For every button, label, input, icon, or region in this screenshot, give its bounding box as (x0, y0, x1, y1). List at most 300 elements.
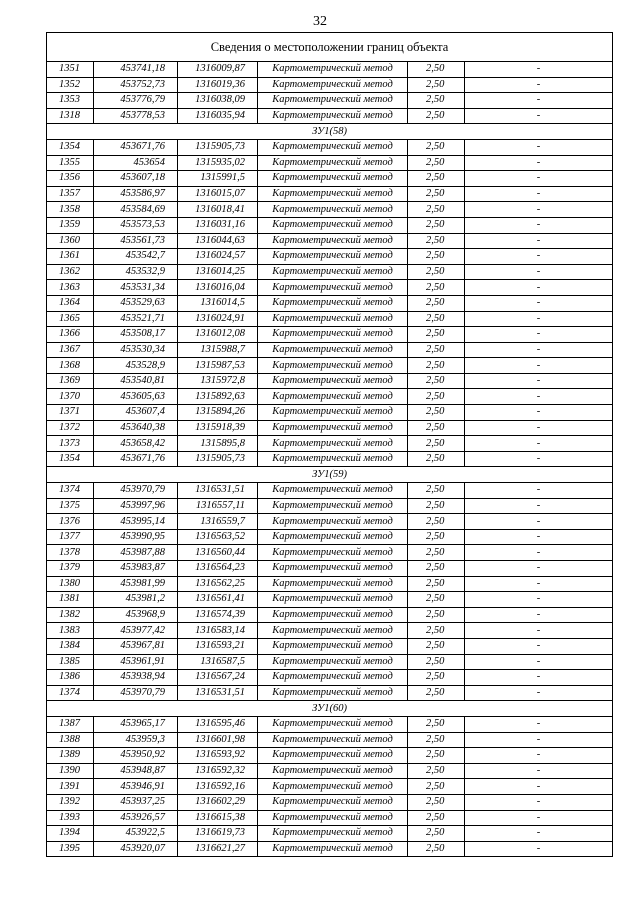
description-cell: - (465, 623, 613, 639)
method-cell: Картометрический метод (258, 841, 408, 857)
method-cell: Картометрический метод (258, 794, 408, 810)
method-cell: Картометрический метод (258, 93, 408, 109)
method-cell: Картометрический метод (258, 779, 408, 795)
y-coordinate-cell: 1316562,25 (178, 576, 258, 592)
y-coordinate-cell: 1316592,32 (178, 763, 258, 779)
description-cell: - (465, 62, 613, 78)
y-coordinate-cell: 1316015,07 (178, 186, 258, 202)
y-coordinate-cell: 1316601,98 (178, 732, 258, 748)
point-id-cell: 1318 (47, 108, 94, 124)
y-coordinate-cell: 1316009,87 (178, 62, 258, 78)
description-cell: - (465, 794, 613, 810)
point-id-cell: 1363 (47, 280, 94, 296)
x-coordinate-cell: 453970,79 (94, 483, 178, 499)
point-id-cell: 1364 (47, 295, 94, 311)
description-cell: - (465, 545, 613, 561)
description-cell: - (465, 638, 613, 654)
point-id-cell: 1382 (47, 607, 94, 623)
method-cell: Картометрический метод (258, 638, 408, 654)
table-row (47, 420, 613, 436)
accuracy-cell: 2,50 (408, 685, 465, 701)
x-coordinate-cell: 453937,25 (94, 794, 178, 810)
point-id-cell: 1359 (47, 217, 94, 233)
point-id-cell: 1379 (47, 561, 94, 577)
description-cell: - (465, 732, 613, 748)
point-id-cell: 1393 (47, 810, 94, 826)
y-coordinate-cell: 1316593,21 (178, 638, 258, 654)
y-coordinate-cell: 1316531,51 (178, 685, 258, 701)
accuracy-cell: 2,50 (408, 716, 465, 732)
method-cell: Картометрический метод (258, 826, 408, 842)
table-row (47, 545, 613, 561)
coordinates-table (46, 32, 613, 857)
y-coordinate-cell: 1316557,11 (178, 498, 258, 514)
table-row (47, 389, 613, 405)
y-coordinate-cell: 1315905,73 (178, 451, 258, 467)
accuracy-cell: 2,50 (408, 358, 465, 374)
method-cell: Картометрический метод (258, 483, 408, 499)
description-cell: - (465, 233, 613, 249)
table-row (47, 576, 613, 592)
table-row (47, 514, 613, 530)
point-id-cell: 1351 (47, 62, 94, 78)
x-coordinate-cell: 453997,96 (94, 498, 178, 514)
x-coordinate-cell: 453948,87 (94, 763, 178, 779)
method-cell: Картометрический метод (258, 186, 408, 202)
y-coordinate-cell: 1315894,26 (178, 405, 258, 421)
y-coordinate-cell: 1316615,38 (178, 810, 258, 826)
method-cell: Картометрический метод (258, 171, 408, 187)
description-cell: - (465, 763, 613, 779)
point-id-cell: 1352 (47, 77, 94, 93)
point-id-cell: 1366 (47, 327, 94, 343)
accuracy-cell: 2,50 (408, 623, 465, 639)
accuracy-cell: 2,50 (408, 389, 465, 405)
x-coordinate-cell: 453965,17 (94, 716, 178, 732)
description-cell: - (465, 295, 613, 311)
y-coordinate-cell: 1315991,5 (178, 171, 258, 187)
method-cell: Картометрический метод (258, 62, 408, 78)
point-id-cell: 1374 (47, 483, 94, 499)
accuracy-cell: 2,50 (408, 280, 465, 296)
accuracy-cell: 2,50 (408, 732, 465, 748)
x-coordinate-cell: 453981,99 (94, 576, 178, 592)
y-coordinate-cell: 1316583,14 (178, 623, 258, 639)
x-coordinate-cell: 453926,57 (94, 810, 178, 826)
method-cell: Картометрический метод (258, 108, 408, 124)
description-cell: - (465, 405, 613, 421)
accuracy-cell: 2,50 (408, 108, 465, 124)
method-cell: Картометрический метод (258, 810, 408, 826)
method-cell: Картометрический метод (258, 748, 408, 764)
description-cell: - (465, 576, 613, 592)
description-cell: - (465, 826, 613, 842)
point-id-cell: 1357 (47, 186, 94, 202)
description-cell: - (465, 748, 613, 764)
description-cell: - (465, 217, 613, 233)
accuracy-cell: 2,50 (408, 155, 465, 171)
accuracy-cell: 2,50 (408, 451, 465, 467)
table-row (47, 327, 613, 343)
section-header-row (47, 124, 613, 140)
method-cell: Картометрический метод (258, 358, 408, 374)
section-header-row (47, 701, 613, 717)
description-cell: - (465, 654, 613, 670)
y-coordinate-cell: 1316560,44 (178, 545, 258, 561)
point-id-cell: 1392 (47, 794, 94, 810)
table-row (47, 264, 613, 280)
table-row (47, 342, 613, 358)
description-cell: - (465, 607, 613, 623)
point-id-cell: 1388 (47, 732, 94, 748)
accuracy-cell: 2,50 (408, 561, 465, 577)
method-cell: Картометрический метод (258, 451, 408, 467)
x-coordinate-cell: 453776,79 (94, 93, 178, 109)
point-id-cell: 1371 (47, 405, 94, 421)
method-cell: Картометрический метод (258, 763, 408, 779)
point-id-cell: 1384 (47, 638, 94, 654)
x-coordinate-cell: 453521,71 (94, 311, 178, 327)
table-row (47, 841, 613, 857)
method-cell: Картометрический метод (258, 373, 408, 389)
description-cell: - (465, 498, 613, 514)
x-coordinate-cell: 453658,42 (94, 436, 178, 452)
table-row (47, 779, 613, 795)
table-row (47, 93, 613, 109)
table-row (47, 373, 613, 389)
x-coordinate-cell: 453752,73 (94, 77, 178, 93)
y-coordinate-cell: 1316019,36 (178, 77, 258, 93)
y-coordinate-cell: 1315892,63 (178, 389, 258, 405)
accuracy-cell: 2,50 (408, 217, 465, 233)
y-coordinate-cell: 1315895,8 (178, 436, 258, 452)
point-id-cell: 1374 (47, 685, 94, 701)
method-cell: Картометрический метод (258, 342, 408, 358)
method-cell: Картометрический метод (258, 264, 408, 280)
x-coordinate-cell: 453778,53 (94, 108, 178, 124)
accuracy-cell: 2,50 (408, 202, 465, 218)
x-coordinate-cell: 453977,42 (94, 623, 178, 639)
x-coordinate-cell: 453981,2 (94, 592, 178, 608)
method-cell: Картометрический метод (258, 716, 408, 732)
accuracy-cell: 2,50 (408, 779, 465, 795)
method-cell: Картометрический метод (258, 77, 408, 93)
accuracy-cell: 2,50 (408, 373, 465, 389)
description-cell: - (465, 389, 613, 405)
table-row (47, 217, 613, 233)
y-coordinate-cell: 1316018,41 (178, 202, 258, 218)
accuracy-cell: 2,50 (408, 592, 465, 608)
table-row (47, 280, 613, 296)
y-coordinate-cell: 1316012,08 (178, 327, 258, 343)
y-coordinate-cell: 1316531,51 (178, 483, 258, 499)
x-coordinate-cell: 453542,7 (94, 249, 178, 265)
y-coordinate-cell: 1316621,27 (178, 841, 258, 857)
x-coordinate-cell: 453987,88 (94, 545, 178, 561)
y-coordinate-cell: 1316035,94 (178, 108, 258, 124)
method-cell: Картометрический метод (258, 155, 408, 171)
accuracy-cell: 2,50 (408, 748, 465, 764)
x-coordinate-cell: 453950,92 (94, 748, 178, 764)
point-id-cell: 1376 (47, 514, 94, 530)
accuracy-cell: 2,50 (408, 529, 465, 545)
method-cell: Картометрический метод (258, 670, 408, 686)
table-row (47, 810, 613, 826)
description-cell: - (465, 779, 613, 795)
table-row (47, 638, 613, 654)
point-id-cell: 1386 (47, 670, 94, 686)
method-cell: Картометрический метод (258, 685, 408, 701)
description-cell: - (465, 514, 613, 530)
description-cell: - (465, 841, 613, 857)
x-coordinate-cell: 453529,63 (94, 295, 178, 311)
y-coordinate-cell: 1316563,52 (178, 529, 258, 545)
y-coordinate-cell: 1316559,7 (178, 514, 258, 530)
point-id-cell: 1385 (47, 654, 94, 670)
point-id-cell: 1367 (47, 342, 94, 358)
section-label: ЗУ1(60) (47, 701, 613, 717)
description-cell: - (465, 592, 613, 608)
accuracy-cell: 2,50 (408, 249, 465, 265)
description-cell: - (465, 280, 613, 296)
method-cell: Картометрический метод (258, 280, 408, 296)
point-id-cell: 1361 (47, 249, 94, 265)
table-row (47, 171, 613, 187)
point-id-cell: 1395 (47, 841, 94, 857)
accuracy-cell: 2,50 (408, 654, 465, 670)
y-coordinate-cell: 1315918,39 (178, 420, 258, 436)
accuracy-cell: 2,50 (408, 327, 465, 343)
description-cell: - (465, 670, 613, 686)
table-row (47, 592, 613, 608)
description-cell: - (465, 186, 613, 202)
description-cell: - (465, 108, 613, 124)
table-row (47, 623, 613, 639)
point-id-cell: 1377 (47, 529, 94, 545)
accuracy-cell: 2,50 (408, 93, 465, 109)
x-coordinate-cell: 453995,14 (94, 514, 178, 530)
method-cell: Картометрический метод (258, 623, 408, 639)
y-coordinate-cell: 1316044,63 (178, 233, 258, 249)
point-id-cell: 1390 (47, 763, 94, 779)
method-cell: Картометрический метод (258, 249, 408, 265)
accuracy-cell: 2,50 (408, 483, 465, 499)
y-coordinate-cell: 1316016,04 (178, 280, 258, 296)
table-row (47, 794, 613, 810)
point-id-cell: 1372 (47, 420, 94, 436)
method-cell: Картометрический метод (258, 389, 408, 405)
table-row (47, 529, 613, 545)
description-cell: - (465, 420, 613, 436)
accuracy-cell: 2,50 (408, 171, 465, 187)
accuracy-cell: 2,50 (408, 638, 465, 654)
section-label: ЗУ1(59) (47, 467, 613, 483)
point-id-cell: 1373 (47, 436, 94, 452)
x-coordinate-cell: 453584,69 (94, 202, 178, 218)
point-id-cell: 1369 (47, 373, 94, 389)
method-cell: Картометрический метод (258, 654, 408, 670)
point-id-cell: 1365 (47, 311, 94, 327)
x-coordinate-cell: 453586,97 (94, 186, 178, 202)
method-cell: Картометрический метод (258, 311, 408, 327)
x-coordinate-cell: 453508,17 (94, 327, 178, 343)
y-coordinate-cell: 1316592,16 (178, 779, 258, 795)
table-row (47, 77, 613, 93)
table-row (47, 405, 613, 421)
point-id-cell: 1355 (47, 155, 94, 171)
accuracy-cell: 2,50 (408, 186, 465, 202)
y-coordinate-cell: 1316574,39 (178, 607, 258, 623)
description-cell: - (465, 77, 613, 93)
y-coordinate-cell: 1316031,16 (178, 217, 258, 233)
y-coordinate-cell: 1315905,73 (178, 139, 258, 155)
table-row (47, 202, 613, 218)
accuracy-cell: 2,50 (408, 576, 465, 592)
accuracy-cell: 2,50 (408, 498, 465, 514)
method-cell: Картометрический метод (258, 545, 408, 561)
x-coordinate-cell: 453532,9 (94, 264, 178, 280)
method-cell: Картометрический метод (258, 576, 408, 592)
description-cell: - (465, 685, 613, 701)
table-row (47, 763, 613, 779)
description-cell: - (465, 311, 613, 327)
y-coordinate-cell: 1315972,8 (178, 373, 258, 389)
point-id-cell: 1378 (47, 545, 94, 561)
method-cell: Картометрический метод (258, 514, 408, 530)
method-cell: Картометрический метод (258, 561, 408, 577)
x-coordinate-cell: 453671,76 (94, 139, 178, 155)
method-cell: Картометрический метод (258, 436, 408, 452)
point-id-cell: 1356 (47, 171, 94, 187)
x-coordinate-cell: 453922,5 (94, 826, 178, 842)
description-cell: - (465, 327, 613, 343)
table-title-row (47, 33, 613, 62)
description-cell: - (465, 342, 613, 358)
table-row (47, 498, 613, 514)
method-cell: Картометрический метод (258, 202, 408, 218)
table-row (47, 108, 613, 124)
accuracy-cell: 2,50 (408, 545, 465, 561)
table-row (47, 826, 613, 842)
x-coordinate-cell: 453983,87 (94, 561, 178, 577)
method-cell: Картометрический метод (258, 498, 408, 514)
point-id-cell: 1358 (47, 202, 94, 218)
x-coordinate-cell: 453530,34 (94, 342, 178, 358)
method-cell: Картометрический метод (258, 217, 408, 233)
x-coordinate-cell: 453561,73 (94, 233, 178, 249)
table-title: Сведения о местоположении границ объекта (47, 33, 613, 62)
method-cell: Картометрический метод (258, 592, 408, 608)
method-cell: Картометрический метод (258, 327, 408, 343)
description-cell: - (465, 249, 613, 265)
y-coordinate-cell: 1316014,5 (178, 295, 258, 311)
accuracy-cell: 2,50 (408, 233, 465, 249)
x-coordinate-cell: 453920,07 (94, 841, 178, 857)
method-cell: Картометрический метод (258, 420, 408, 436)
description-cell: - (465, 93, 613, 109)
accuracy-cell: 2,50 (408, 405, 465, 421)
accuracy-cell: 2,50 (408, 841, 465, 857)
x-coordinate-cell: 453959,3 (94, 732, 178, 748)
description-cell: - (465, 264, 613, 280)
method-cell: Картометрический метод (258, 529, 408, 545)
description-cell: - (465, 373, 613, 389)
y-coordinate-cell: 1316593,92 (178, 748, 258, 764)
accuracy-cell: 2,50 (408, 264, 465, 280)
x-coordinate-cell: 453607,18 (94, 171, 178, 187)
table-row (47, 654, 613, 670)
point-id-cell: 1375 (47, 498, 94, 514)
description-cell: - (465, 436, 613, 452)
accuracy-cell: 2,50 (408, 670, 465, 686)
x-coordinate-cell: 453640,38 (94, 420, 178, 436)
table-row (47, 607, 613, 623)
x-coordinate-cell: 453967,81 (94, 638, 178, 654)
table-row (47, 249, 613, 265)
description-cell: - (465, 561, 613, 577)
method-cell: Картометрический метод (258, 295, 408, 311)
y-coordinate-cell: 1316587,5 (178, 654, 258, 670)
description-cell: - (465, 810, 613, 826)
accuracy-cell: 2,50 (408, 342, 465, 358)
x-coordinate-cell: 453938,94 (94, 670, 178, 686)
point-id-cell: 1360 (47, 233, 94, 249)
y-coordinate-cell: 1316619,73 (178, 826, 258, 842)
x-coordinate-cell: 453528,9 (94, 358, 178, 374)
x-coordinate-cell: 453741,18 (94, 62, 178, 78)
table-row (47, 186, 613, 202)
description-cell: - (465, 139, 613, 155)
description-cell: - (465, 483, 613, 499)
y-coordinate-cell: 1316038,09 (178, 93, 258, 109)
x-coordinate-cell: 453531,34 (94, 280, 178, 296)
description-cell: - (465, 451, 613, 467)
description-cell: - (465, 155, 613, 171)
accuracy-cell: 2,50 (408, 794, 465, 810)
method-cell: Картометрический метод (258, 607, 408, 623)
point-id-cell: 1383 (47, 623, 94, 639)
table-row (47, 732, 613, 748)
table-row (47, 436, 613, 452)
accuracy-cell: 2,50 (408, 420, 465, 436)
accuracy-cell: 2,50 (408, 826, 465, 842)
x-coordinate-cell: 453671,76 (94, 451, 178, 467)
x-coordinate-cell: 453961,91 (94, 654, 178, 670)
point-id-cell: 1394 (47, 826, 94, 842)
accuracy-cell: 2,50 (408, 295, 465, 311)
table-row (47, 295, 613, 311)
table-row (47, 716, 613, 732)
page-number: 32 (313, 14, 327, 29)
x-coordinate-cell: 453654 (94, 155, 178, 171)
section-label: ЗУ1(58) (47, 124, 613, 140)
x-coordinate-cell: 453970,79 (94, 685, 178, 701)
y-coordinate-cell: 1316595,46 (178, 716, 258, 732)
accuracy-cell: 2,50 (408, 514, 465, 530)
point-id-cell: 1389 (47, 748, 94, 764)
section-header-row (47, 467, 613, 483)
x-coordinate-cell: 453605,63 (94, 389, 178, 405)
table-row (47, 358, 613, 374)
y-coordinate-cell: 1315935,02 (178, 155, 258, 171)
x-coordinate-cell: 453946,91 (94, 779, 178, 795)
point-id-cell: 1368 (47, 358, 94, 374)
table-row (47, 561, 613, 577)
accuracy-cell: 2,50 (408, 810, 465, 826)
table-row (47, 483, 613, 499)
point-id-cell: 1362 (47, 264, 94, 280)
description-cell: - (465, 171, 613, 187)
